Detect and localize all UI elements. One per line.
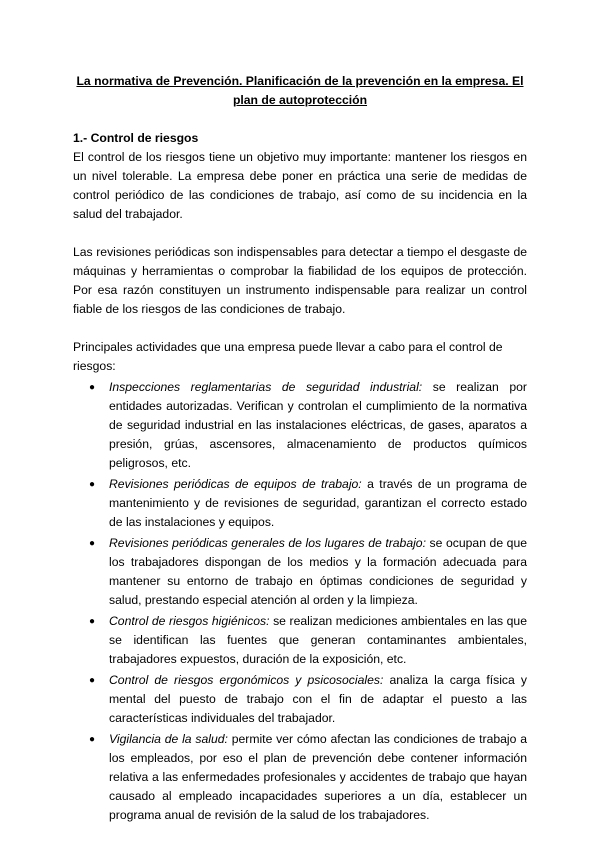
list-item — [89, 671, 527, 728]
paragraph-periodic-reviews: Las revisiones periódicas son indispensables para detectar a tiempo el desgaste de máquinas y herramientas o comprobar la fiabilidad de los equipos de protección. Por esa razón constituyen un instrumento indispensable para realizar un control fiable de los riesgos de las condiciones de trabajo. — [73, 245, 527, 316]
activity-description: se ocupan de que los trabajadores dispongan de los medios y la formación adecuada para mantener su entorno de trabajo en óptimas condiciones de seguridad y salud, prestando especial atención al orden y la limpieza. — [109, 536, 527, 607]
activity-term: Revisiones periódicas generales de los lugares de trabajo: — [109, 536, 426, 550]
list-item — [89, 534, 527, 610]
bullet-icon: ● — [89, 734, 96, 745]
list-item — [89, 475, 527, 532]
activity-term: Inspecciones reglamentarias de seguridad industrial: — [109, 380, 423, 394]
activities-list — [73, 378, 527, 825]
list-item — [89, 730, 527, 825]
bullet-icon: ● — [89, 616, 96, 627]
bullet-icon: ● — [89, 382, 96, 393]
activity-description: analiza la carga física y mental del puesto de trabajo con el fin de adaptar el puesto a las características individuales del trabajador. — [109, 673, 527, 725]
activity-description: permite ver cómo afectan las condiciones de trabajo a los empleados, por eso el plan de prevención debe contener información relativa a las enfermedades profesionales y accidentes de trabajo que hayan causado al empleado incapacidades superiores a un día, establecer un programa anual de revisión de la salud de los trabajadores. — [109, 732, 527, 822]
activity-description: se realizan por entidades autorizadas. Verifican y controlan el cumplimiento de la normativa de seguridad industrial en las instalaciones eléctricas, de gases, aparatos a presión, grúas, ascensores, almacenamiento de productos químicos peligrosos, etc. — [109, 380, 527, 470]
list-item — [89, 612, 527, 669]
section-heading: 1.- Control de riesgos — [73, 131, 199, 145]
activity-description: se realizan mediciones ambientales en las que se identifican las fuentes que generan contaminantes ambientales, trabajadores expuestos, duración de la exposición, etc. — [109, 614, 527, 666]
activities-list-intro: Principales actividades que una empresa puede llevar a cabo para el control de riesgos: — [73, 340, 503, 373]
activity-term: Control de riesgos higiénicos: — [109, 614, 270, 628]
bullet-icon: ● — [89, 479, 96, 490]
activity-term: Control de riesgos ergonómicos y psicosociales: — [109, 673, 384, 687]
activity-term: Vigilancia de la salud: — [109, 732, 228, 746]
bullet-icon: ● — [89, 538, 96, 549]
list-item — [89, 378, 527, 473]
activity-description: a través de un programa de mantenimiento y de revisiones de seguridad, garantizan el correcto estado de las instalaciones y equipos. — [109, 477, 527, 529]
document-title: La normativa de Prevención. Planificación de la prevención en la empresa. El plan de autoprotección — [76, 74, 524, 107]
activity-term: Revisiones periódicas de equipos de trabajo: — [109, 477, 362, 491]
bullet-icon: ● — [89, 675, 96, 686]
paragraph-risk-control-objective: El control de los riesgos tiene un objetivo muy importante: mantener los riesgos en un nivel tolerable. La empresa debe poner en práctica una serie de medidas de control periódico de las condiciones de trabajo, así como de su incidencia en la salud del trabajador. — [73, 150, 527, 221]
